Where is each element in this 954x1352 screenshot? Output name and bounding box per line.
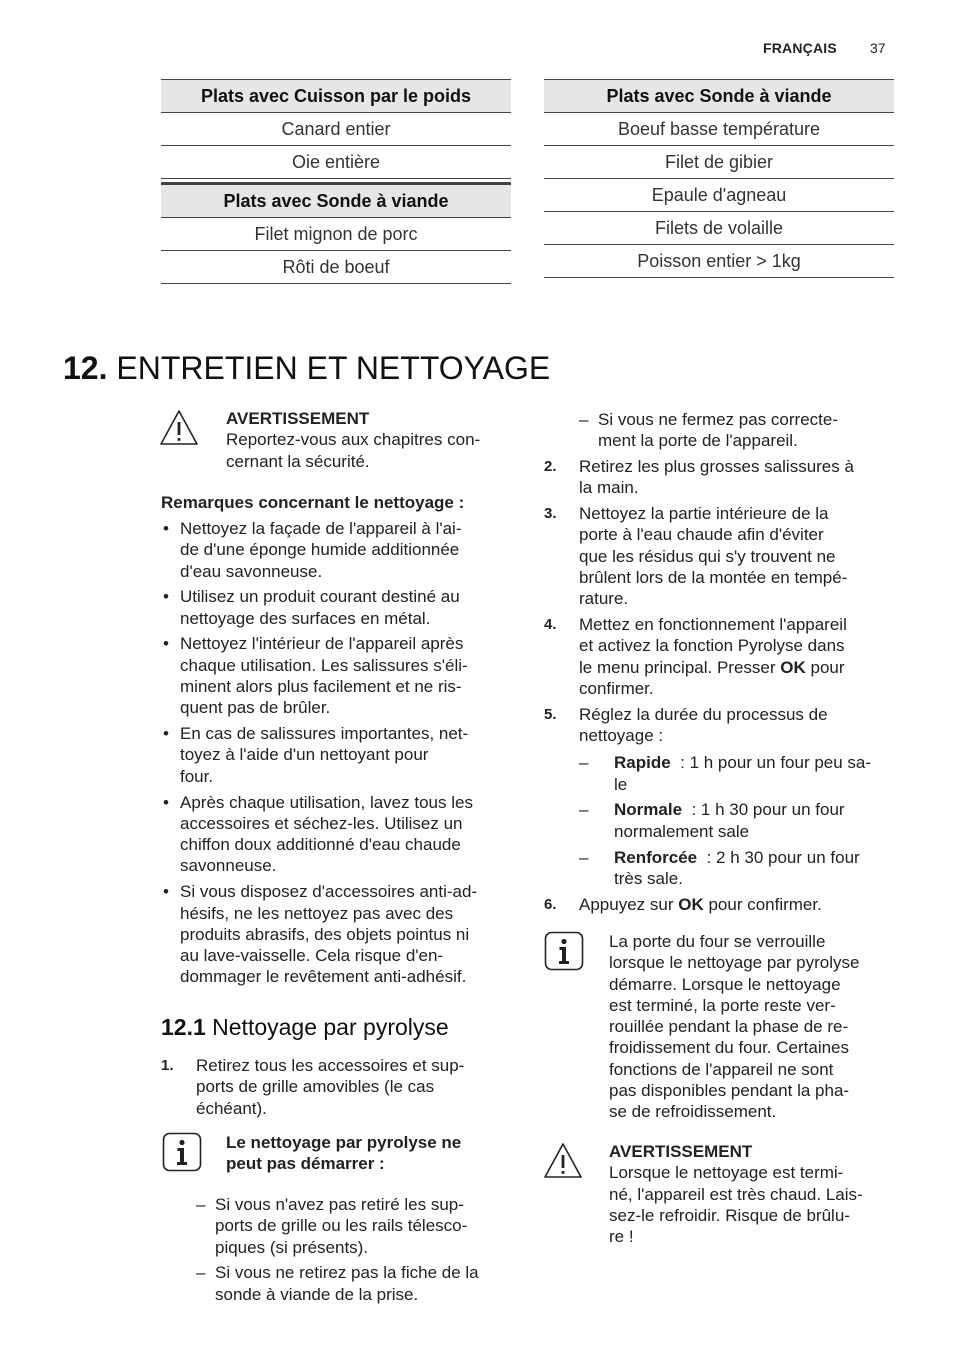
warning-title: AVERTISSEMENT (226, 409, 370, 428)
list-item: – Si vous ne fermez pas correcte- ment la porte de l'appareil. (579, 409, 899, 452)
steps-list-left (161, 1055, 521, 1123)
list-item: – Normale : 1 h 30 pour un four normalement sale (579, 799, 899, 842)
list-item: 3. Nettoyez la partie intérieure de la porte à l'eau chaude afin d'éviter que les résidus qui s'y trouvent ne brûlent lors de la montée en tempé- rature. (544, 504, 848, 609)
table-probe-dishes-right (544, 79, 894, 278)
warning-icon (543, 1141, 583, 1181)
info-text-line: peut pas démarrer : (226, 1154, 385, 1174)
warning-icon (159, 408, 199, 448)
info-icon (162, 1132, 202, 1172)
info-block-1 (226, 1132, 526, 1175)
subsection-number: 12.1 (161, 1014, 206, 1040)
info-conditions-list (196, 1194, 526, 1309)
list-item: • Utilisez un produit courant destiné au nettoyage des surfaces en métal. (161, 586, 526, 629)
table-probe-dishes-left (161, 182, 511, 284)
table-header: Plats avec Cuisson par le poids (161, 80, 511, 113)
list-item: – Rapide : 1 h pour un four peu sa- le (579, 752, 899, 795)
table-cell: Filet de gibier (544, 146, 894, 179)
table-header: Plats avec Sonde à viande (544, 80, 894, 113)
table-cell: Canard entier (161, 113, 511, 146)
warning-block-1 (226, 408, 526, 472)
list-item: • Nettoyez la façade de l'appareil à l'ai- de d'une éponge humide additionnée d'eau savonneuse. (161, 518, 526, 582)
subsection-title-text: Nettoyage par pyrolyse (212, 1014, 449, 1040)
page-number: 37 (870, 40, 886, 56)
steps-list-right (544, 456, 899, 920)
step-number: 4. (544, 616, 557, 634)
table-cell: Filets de volaille (544, 212, 894, 245)
step-number: 5. (544, 705, 557, 723)
list-item: 5. Réglez la durée du processus de nettoyage : – Rapide : 1 h pour un four peu sa- le – Normale : 1 h 30 pour un four normalement sale – Renforcée : 2 h 30 pour un four très sale. (544, 704, 899, 889)
list-item: – Si vous ne retirez pas la fiche de la sonde à viande de la prise. (196, 1262, 526, 1305)
table-cell: Rôti de boeuf (161, 251, 511, 284)
mode-name: Rapide (614, 753, 671, 773)
list-item: 1. Retirez tous les accessoires et sup- ports de grille amovibles (le cas échéant). (161, 1056, 465, 1118)
list-item: • Si vous disposez d'accessoires anti-ad- hésifs, ne les nettoyez pas avec des produits abrasifs, des objets pointus ni au lave-vaisselle. Cela risque d'en- dommager le revêtement anti-adhésif. (161, 881, 526, 987)
mode-name: Normale (614, 800, 683, 820)
section-title-text: ENTRETIEN ET NETTOYAGE (116, 350, 551, 386)
table-cell: Boeuf basse température (544, 113, 894, 146)
mode-name: Renforcée (614, 847, 698, 867)
info-text-line: Le nettoyage par pyrolyse ne (226, 1133, 462, 1152)
step-number: 2. (544, 458, 557, 475)
table-weight-dishes (161, 79, 511, 179)
table-cell: Epaule d'agneau (544, 179, 894, 212)
warning-block-2: AVERTISSEMENT Lorsque le nettoyage est termi- né, l'appareil est très chaud. Lais- sez-le refroidir. Risque de brûlu- re ! (609, 1141, 909, 1247)
list-item: • Nettoyez l'intérieur de l'appareil après chaque utilisation. Les salissures s'éli- minent alors plus facilement et ne ris- quent pas de brûler. (161, 633, 526, 718)
list-item: 6. Appuyez sur OK pour confirmer. (544, 895, 822, 915)
table-cell: Filet mignon de porc (161, 218, 511, 251)
warning-text-line: cernant la sécurité. (226, 451, 370, 471)
list-item: • Après chaque utilisation, lavez tous les accessoires et séchez-les. Utilisez un chiffon doux additionné d'eau chaude savonneuse. (161, 792, 526, 877)
info-conditions-list-cont (579, 409, 899, 456)
ok-key-label: OK (678, 895, 704, 915)
warning-text-line: Reportez-vous aux chapitres con- (226, 430, 481, 450)
step-number: 1. (161, 1057, 174, 1074)
list-item: – Si vous n'avez pas retiré les sup- ports de grille ou les rails télesco- piques (si présents). (196, 1194, 526, 1258)
subsection-title (161, 1014, 449, 1041)
step-number: 3. (544, 505, 557, 523)
list-item: – Renforcée : 2 h 30 pour un four très sale. (579, 847, 899, 890)
section-number: 12. (63, 350, 108, 386)
section-title (63, 350, 550, 387)
warning-title: AVERTISSEMENT (609, 1142, 753, 1161)
remarks-heading: Remarques concernant le nettoyage : (161, 493, 465, 512)
info-block-2: La porte du four se verrouille lorsque le nettoyage par pyrolyse démarre. Lorsque le nettoyage est terminé, la porte reste ver- rouillée pendant la phase de re- froidissement du four. Certaines fonctions de l'appareil ne sont pas disponibles pendant la pha- se de refroidissement. (609, 932, 860, 1122)
header-language: FRANÇAIS (763, 40, 837, 56)
list-item: 2. Retirez les plus grosses salissures à la main. (544, 457, 854, 498)
step-number: 6. (544, 896, 557, 914)
ok-key-label: OK (780, 657, 806, 677)
info-icon (544, 931, 584, 971)
table-cell: Poisson entier > 1kg (544, 245, 894, 278)
modes-list (579, 752, 899, 889)
table-header: Plats avec Sonde à viande (161, 184, 511, 218)
table-cell: Oie entière (161, 146, 511, 179)
remarks-list (161, 518, 526, 992)
list-item: • En cas de salissures importantes, net- toyez à l'aide d'un nettoyant pour four. (161, 723, 526, 787)
list-item: 4. Mettez en fonctionnement l'appareil et activez la fonction Pyrolyse dans le menu principal. Presser OK pour confirmer. (544, 615, 847, 698)
